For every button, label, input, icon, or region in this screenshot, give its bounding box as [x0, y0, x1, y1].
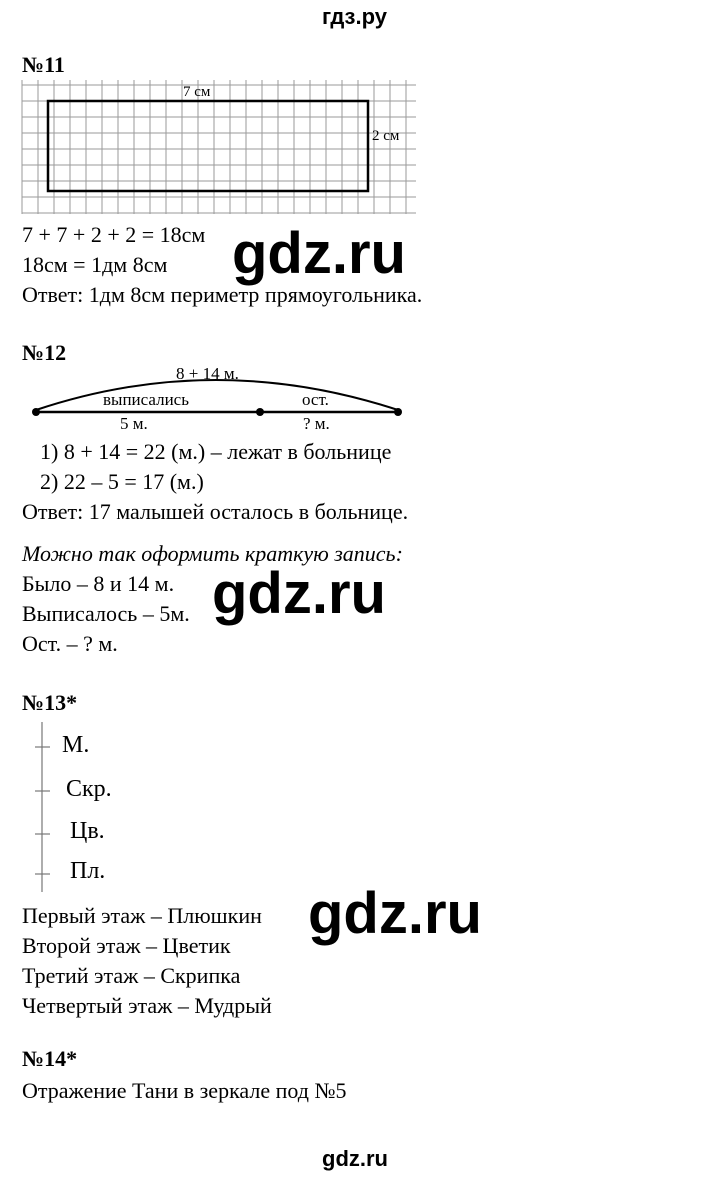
watermark-1: gdz.ru	[232, 221, 406, 286]
task-12-answer: Ответ: 17 малышей осталось в больнице.	[22, 499, 409, 524]
task-11-answer: Ответ: 1дм 8см периметр прямоугольника.	[22, 282, 423, 307]
grid-lines	[22, 80, 416, 214]
task-14-number: №14*	[22, 1046, 78, 1071]
floor-label-1: М.	[62, 732, 90, 758]
site-footer: gdz.ru	[322, 1146, 388, 1171]
task-11-number: №11	[22, 52, 65, 77]
task-12-number: №12	[22, 340, 67, 365]
rectangle-shape	[48, 101, 368, 191]
watermark-2: gdz.ru	[212, 561, 386, 626]
scheme-arc-label: 8 + 14 м.	[176, 364, 239, 383]
rect-top-label: 7 см	[183, 84, 211, 100]
scheme-left-bottom-label: 5 м.	[120, 414, 148, 433]
scheme-point-end	[394, 408, 402, 416]
scheme-left-top-label: выписались	[103, 390, 189, 409]
floor-label-4: Пл.	[70, 858, 106, 884]
task-11-line-2: 18см = 1дм 8см	[22, 252, 168, 277]
task-12-step-1: 1) 8 + 14 = 22 (м.) – лежат в больнице	[40, 439, 392, 464]
task-13-line-1: Первый этаж – Плюшкин	[22, 903, 262, 928]
task-13-line-2: Второй этаж – Цветик	[22, 933, 231, 958]
task-12-record-1: Было – 8 и 14 м.	[22, 571, 175, 596]
task-12-record-2: Выписалось – 5м.	[22, 601, 190, 626]
task-13-line-3: Третий этаж – Скрипка	[22, 963, 241, 988]
rect-right-label: 2 см	[372, 128, 400, 144]
task-13-number: №13*	[22, 690, 78, 715]
task-13-line-4: Четвертый этаж – Мудрый	[22, 993, 272, 1018]
task-12-step-2: 2) 22 – 5 = 17 (м.)	[40, 469, 204, 494]
scheme-point-start	[32, 408, 40, 416]
task-12-record-3: Ост. – ? м.	[22, 631, 118, 656]
scheme-right-top-label: ост.	[302, 390, 329, 409]
scheme-point-mid	[256, 408, 264, 416]
watermark-3: gdz.ru	[308, 881, 482, 946]
floor-label-3: Цв.	[70, 818, 105, 844]
site-header: гдз.ру	[322, 4, 387, 29]
task-11-line-1: 7 + 7 + 2 + 2 = 18см	[22, 222, 206, 247]
task-14-answer: Отражение Тани в зеркале под №5	[22, 1078, 347, 1103]
task-12-note: Можно так оформить краткую запись:	[22, 541, 403, 566]
scheme-right-bottom-label: ? м.	[303, 414, 330, 433]
floor-label-2: Скр.	[66, 776, 112, 802]
scheme-arc	[36, 380, 398, 410]
